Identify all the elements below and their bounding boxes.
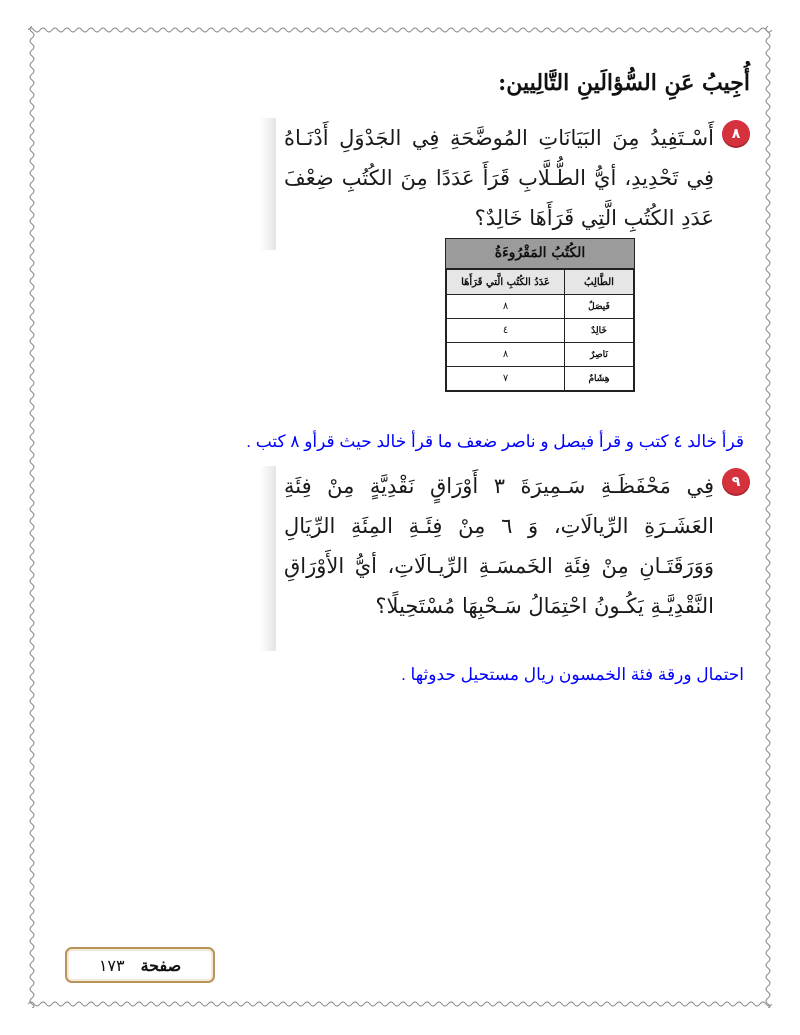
table-row [447, 367, 634, 391]
table-header-row [447, 270, 634, 295]
page-border-top [28, 26, 772, 34]
student-name: فَيصَلٌ [565, 295, 634, 319]
books-count: ٧ [447, 367, 565, 391]
page-border-left [28, 26, 36, 1008]
page-border-bottom [28, 1000, 772, 1008]
question-number-badge: ٩ [722, 468, 750, 496]
books-count: ٨ [447, 343, 565, 367]
column-header-count: عَدَدُ الكُتُبِ الَّتي قَرَأَهَا [447, 270, 565, 295]
page-label: صفحة [140, 955, 182, 975]
page-edge-shadow [260, 118, 276, 250]
question-8 [280, 118, 750, 250]
answer-8: قرأ خالد ٤ كتب و قرأ فيصل و ناصر ضعف ما قرأ خالد حيث قرأو ٨ كتب . [246, 432, 744, 451]
page-heading: أُجِيبُ عَنِ السُّؤالَينِ التَّالِيين: [498, 70, 750, 96]
table-row [447, 319, 634, 343]
student-name: خَالِدٌ [565, 319, 634, 343]
books-count: ٤ [447, 319, 565, 343]
student-name: نَاصِرٌ [565, 343, 634, 367]
table-title: الكُتُبُ المَقْرُوءَةُ [446, 239, 634, 269]
page-number-box [65, 947, 215, 983]
answer-9: احتمال ورقة فئة الخمسون ريال مستحيل حدوثها . [401, 665, 744, 684]
table-row [447, 295, 634, 319]
question-text: فِي مَحْفَظَـةِ سَـمِيرَةَ ٣ أَوْرَاقٍ نَقْدِيَّةٍ مِنْ فِئَةِ العَشَـرَةِ الرِّيالَاتِ، وَ ٦ مِنْ فِئَـةِ المِئَةِ الرِّيَالِ وَوَرَقَتَـانِ مِنْ فِئَةِ الخَمسَـةِ الرِّيـالَاتِ، أيُّ الأَوْرَاقِ النَّقْدِيَّـةِ يَكُـونُ احْتِمَالُ سَـحْبِهَا مُسْتَحِيلًا؟ [284, 474, 714, 618]
column-header-student: الطَّالِبُ [565, 270, 634, 295]
page-number: ١٧٣ [98, 955, 125, 975]
books-count: ٨ [447, 295, 565, 319]
books-data-table [446, 269, 634, 391]
books-table [445, 238, 635, 392]
question-9 [280, 466, 750, 651]
student-name: هِشَامٌ [565, 367, 634, 391]
question-text: أَسْـتَفِيدُ مِنَ البَيَانَاتِ المُوضَّحَةِ فِي الجَدْوَلِ أَدْنَـاهُ فِي تَحْدِيدِ، أيُّ الطُّـلَّابِ قَرَأَ عَدَدًا مِنَ الكُتُبِ ضِعْفَ عَدَدِ الكُتُبِ الَّتِي قَرَأَهَا خَالِدٌ؟ [284, 126, 714, 230]
page-border-right [764, 26, 772, 1008]
page-edge-shadow [260, 466, 276, 651]
table-row [447, 343, 634, 367]
question-number-badge: ٨ [722, 120, 750, 148]
